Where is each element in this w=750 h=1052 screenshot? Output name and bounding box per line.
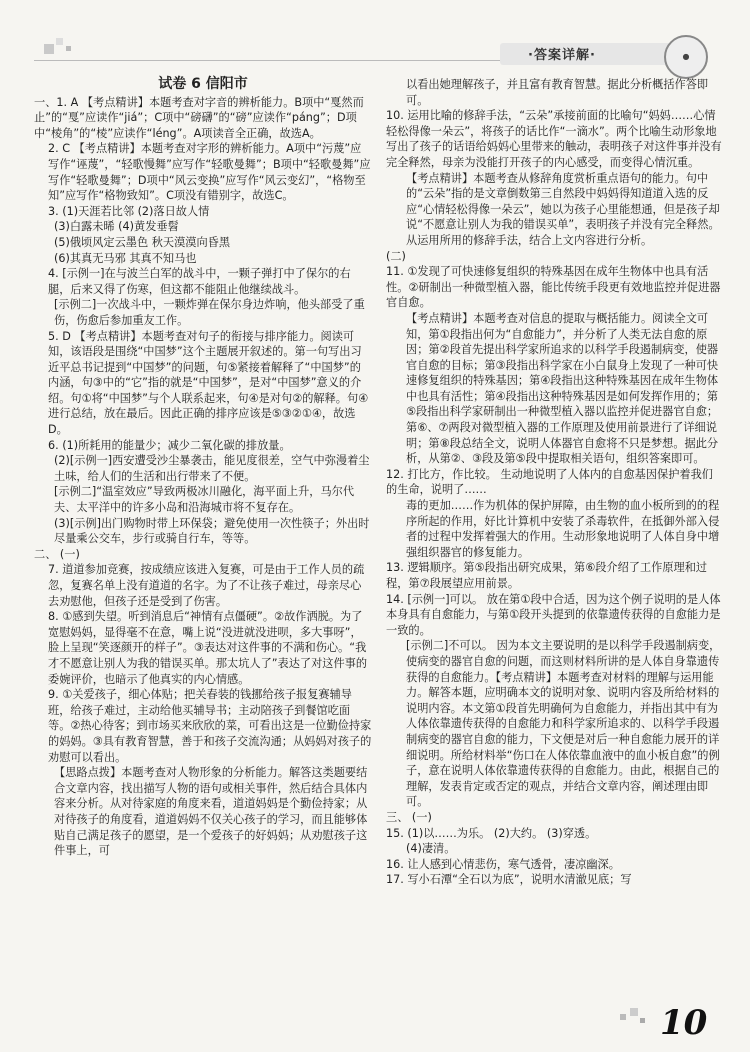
right-paragraph: (4)凄清。 [406,842,456,856]
left-paragraph: 4. [示例一]在与波兰白军的战斗中，一颗子弹打中了保尔的右腿，后来又得了伤寒，但这都不能阻止他继续战斗。 [48,267,351,296]
right-paragraph: 三、 (一) [386,810,432,824]
header-rule [34,60,500,61]
left-paragraph: 试卷 6 信阳市 [158,76,248,92]
left-paragraph: [示例二]一次战斗中，一颗炸弹在保尔身边炸响，他头部受了重伤，伤愈后参加重友工作。 [54,298,365,327]
left-paragraph: 二、 (一) [34,547,80,561]
right-paragraph: 11. ①发现了可快速修复组织的特殊基因在成年生物体中也具有活性。②研制出一种微型植入器，能比传统手段更有效地监控并促进器官自愈。 [386,265,721,310]
corner-decoration [44,44,54,54]
left-paragraph: 6. (1)所耗用的能量少；减少二氧化碳的排放量。 [48,438,291,452]
right-paragraph: 16. 让人感到心情悲伤，寒气透骨，凄凉幽深。 [386,857,620,871]
right-paragraph: 12. 打比方，作比较。 生动地说明了人体内的自愈基因保护着我们的生命，说明了…… [386,467,713,497]
right-paragraph: 14. [示例一]可以。 放在第①段中合适，因为这个例子说明的是人体本身具有自愈能力，与第①段开头提到的依靠遗传获得的自愈能力是一致的。 [386,592,721,637]
left-paragraph: 【思路点拨】本题考查对人物形象的分析能力。解答这类题要结合文章内容，找出描写人物的语句或相关事件，然后结合具体内容来分析。从对待家庭的角度来看，道道妈妈是个勤俭持家；从对待孩子的角度看，道道妈妈不仅关心孩子的学习，而且能够体贴自己满足孩子的愿望，是一个爱孩子的好妈妈；从劝慰孩子这件事上，可 [54,766,368,858]
right-paragraph: (二) [386,249,406,263]
left-paragraph: 2. C 【考点精讲】本题考查对字形的辨析能力。A项中“污蔑”应写作“诬蔑”，“轻歌慢舞”应写作“轻歌曼舞”；B项中“轻歌曼舞”应写作“轻歌曼舞”；D项中“风云变换”应写作“风云变幻”，“格物至知”应写作“格物致知”。C项没有错别字，故选C。 [48,142,371,203]
right-paragraph: 15. (1)以……为乐。 (2)大约。 (3)穿透。 [386,826,597,840]
left-paragraph: 7. 道道参加竞赛，按成绩应该进入复赛，可是由于工作人员的疏忽，复赛名单上没有道道的名字。为了不让孩子难过，母亲尽心去劝慰他，但孩子还是受到了伤害。 [48,563,365,608]
left-paragraph: 8. ①感到失望。听到消息后“神情有点僵硬”。②故作洒脱。为了宽慰妈妈，显得毫不在意，嘴上说“没进就没进呗，多大事呀”，脸上呈现“笑逐颜开的样子”。③表达对这件事的不满和伤心。“我才不愿意让别人为我的错误买单。那太坑人了”表达了对这件事的委婉评价，也暗示了他真实的内心情感。 [48,610,368,686]
header-label: ·答案详解· [528,48,596,63]
logo-icon: ● [664,35,708,79]
left-paragraph: (3)白露未晞 (4)黄发垂髫 [54,220,179,234]
left-paragraph: 9. ①关爱孩子，细心体贴；把关春装的钱挪给孩子报复赛辅导班，给孩子难过，主动给他买辅导书；主动陪孩子到餐馆吃面等。②热心待客；到市场买来欣欣的菜，可看出这是一位勤俭持家的妈妈。③具有教育智慧，善于和孩子交流沟通；从妈妈对孩子的劝慰可以看出。 [48,688,372,764]
right-paragraph: 10. 运用比喻的修辞手法，“云朵”承接前面的比喻句“妈妈……心情轻松得像一朵云”，将孩子的话比作“一滴水”。两个比喻生动形象地写出了孩子的话语给妈妈心里带来的触动，表明孩子对这件事并没有完全释然，母亲为没能打开孩子的内心感受，而变得心情沉重。 [386,109,722,169]
footer-decoration [640,1018,645,1023]
left-paragraph: 3. (1)天涯若比邻 (2)落日故人情 [48,204,210,218]
left-paragraph: [示例二]“温室效应”导致两极冰川融化，海平面上升，马尔代夫、太平洋中的许多小岛和沿海城市将不复存在。 [54,485,355,515]
left-paragraph: (5)俄顷风定云墨色 秋天漠漠向昏黑 [54,235,231,249]
left-column [34,77,372,859]
left-paragraph: 一、1. A 【考点精讲】本题考查对字音的辨析能力。B项中“戛然而止”的“戛”应读作“jiá”；C项中“磅礴”的“磅”应读作“páng”；D项中“棱角”的“棱”应读作“léng”。A项读音全正确，故选A。 [34,95,364,140]
left-paragraph: (6)其真无马邪 其真不知马也 [54,251,197,265]
right-paragraph: 毒的更加……作为机体的保护屏障，由生物的血小板所到的的程序所起的作用，好比计算机中安装了杀毒软件，在抵御外部入侵者的过程中发挥着强大的作用。生动形象地说明了人体自身中增强组织器官的修复能力。 [406,499,720,559]
left-paragraph: 5. D 【考点精讲】本题考查对句子的衔接与排序能力。阅读可知，该语段是围绕“中国梦”这个主题展开叙述的。第一句写出习近平总书记提到“中国梦”的问题，句⑤紧接着解释了“中国梦”的内涵，句③中的“它”指的就是“中国梦”，是对“中国梦”意义的介绍。句①将“中国梦”与个人联系起来，句④是对句②的解释。句④进行总结，放在最后。因此正确的排序应该是⑤③②①④，故选D。 [48,329,369,437]
corner-decoration [66,46,71,51]
page-number: 10 [660,1003,708,1043]
left-paragraph: (2)[示例一]西安遭受沙尘暴袭击，能见度很差，空气中弥漫着尘土味，给人们的生活和出行带来了不便。 [54,454,370,483]
corner-decoration [56,38,63,45]
right-paragraph: 【考点精讲】本题考查对信息的提取与概括能力。阅读全文可知，第①段指出何为“自愈能力”，并分析了人类无法自愈的原因；第②段首先提出科学家所追求的以科学手段遏制病变，使器官自愈的目标；第③段指出科学家在小白鼠身上发现了一种可快速修复组织的特殊基因；第④段指出这种特殊基因在成年生物体中也具有活性；第④段指出这种特殊基因是如何发挥作用的；第⑤段指出科学家研制出一种微型植入器以监控并促进器官自愈；第⑥、⑦两段对微型植入器的工作原理及使用前景进行了详细说明；第⑧段总结全文，说明人体器官自愈将不只是梦想。据此分析，从第②、③段及第⑤段中提取相关语句，组织答案即可。 [406,311,719,466]
left-paragraph: (3)[示例]出门购物时带上环保袋；避免使用一次性筷子；外出时尽量乘公交车，步行或骑自行车，等等。 [54,516,370,546]
right-paragraph: 【考点精讲】本题考查从修辞角度赏析重点语句的能力。句中的“云朵”指的是文章倒数第三自然段中妈妈得知道道入选的反应“心情轻松得像一朵云”，她以为孩子心里能想通，但是孩子却说“不愿意让别人为我的错误买单”，表明孩子并没有完全释然。从运用所用的修辞手法，结合上文内容进行分析。 [406,171,720,247]
footer-decoration [630,1008,638,1016]
right-paragraph: 13. 逻辑顺序。第⑤段指出研究成果，第⑥段介绍了工作原理和过程，第⑦段展望应用前景。 [386,561,708,590]
right-paragraph: 以看出她理解孩子，并且富有教育智慧。据此分析概括作答即可。 [406,78,709,107]
right-paragraph: 17. 写小石潭“全石以为底”，说明水清澈见底；写 [386,873,632,887]
right-paragraph: [示例二]不可以。 因为本文主要说明的是以科学手段遏制病变，使病变的器官自愈的问题，而这则材料所讲的是人体自身靠遗传获得的自愈能力。【考点精讲】本题考查对材料的理解与运用能力。解答本题，应明确本文的说明对象、说明内容及所给材料的说明内容。本文第①段首先明确何为自愈能力，并指出其中有为人体依靠遗传获得的自愈能力和科学家所追求的、以科学手段遏制病变的器官自愈的能力，下文便是对后一种自愈能力展开的详细说明。所给材料举“伤口在人体依靠血液中的血小板自愈”的例子，意在说明人体依靠遗传获得的自愈能力。由此，根据自己的理解，发表肯定或否定的观点，并结合文章内容，阐述理由即可。 [406,639,721,809]
right-column [386,77,724,888]
footer-decoration [620,1014,626,1020]
